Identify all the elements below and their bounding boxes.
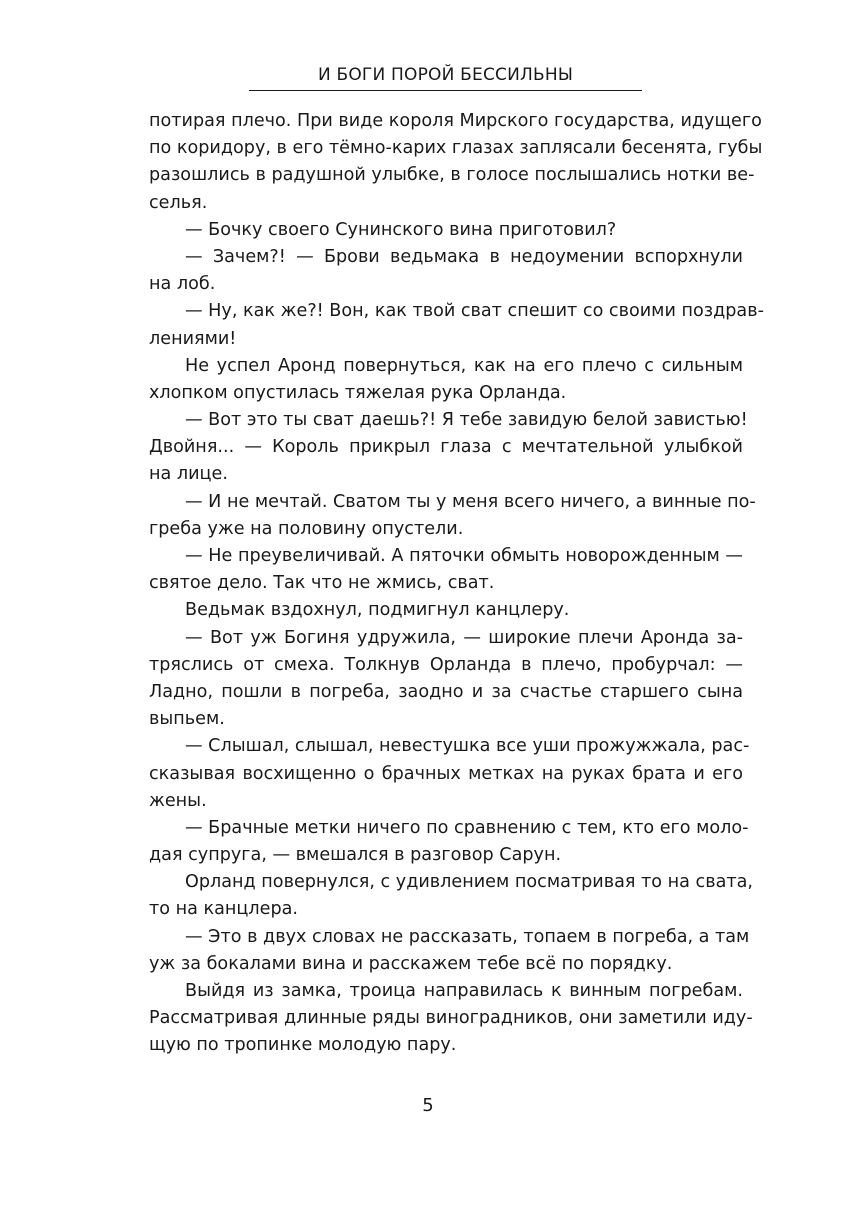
text-line: уж за бокалами вина и расскажем тебе всё по порядку. [149, 953, 673, 974]
text-line: щую по тропинке молодую пару. [149, 1035, 457, 1056]
text-line: Рассматривая длинные ряды виноградников, они заметили иду- [149, 1008, 753, 1029]
page-number: 5 [422, 1095, 434, 1116]
text-line: Выйдя из замка, троица направилась к винным погребам. [185, 981, 743, 1001]
text-line: Ладно, пошли в погреба, заодно и за счастье старшего сына [149, 681, 743, 702]
text-line: Двойня... — Король прикрыл глаза с мечтательной улыбкой [149, 437, 743, 458]
text-line: жены. [149, 790, 207, 811]
header-rule [249, 90, 642, 91]
text-line: Орланд повернулся, с удивлением посматривая то на свата, [185, 872, 753, 893]
text-line: — Вот это ты сват даешь?! Я тебе завидую белой завистью! [185, 410, 748, 431]
text-line: — Не преувеличивай. А пяточки обмыть новорожденным — [185, 546, 743, 566]
text-line: святое дело. Так что не жмись, сват. [149, 573, 495, 594]
text-line: потирая плечо. При виде короля Мирского государства, идущего [149, 111, 762, 131]
text-line: — Бочку своего Сунинского вина приготовил? [185, 219, 617, 240]
text-line: — Вот уж Богиня удружила, — широкие плечи Аронда за- [185, 627, 743, 648]
text-line: — Слышал, слышал, невестушка все уши прожужжала, рас- [185, 736, 750, 757]
text-line: селья. [149, 192, 208, 213]
text-line: лениями! [149, 328, 237, 349]
text-line: — И не мечтай. Сватом ты у меня всего ничего, а винные по- [185, 491, 756, 512]
text-line: — Брачные метки ничего по сравнению с тем, кто его моло- [185, 817, 749, 838]
text-line: сказывая восхищенно о брачных метках на руках брата и его [149, 763, 743, 784]
text-line: — Зачем?! — Брови ведьмака в недоумении вспорхнули [185, 246, 743, 267]
page-body-text [149, 108, 764, 1060]
running-header-title: И БОГИ ПОРОЙ БЕССИЛЬНЫ [317, 65, 574, 85]
text-line: хлопком опустилась тяжелая рука Орланда. [149, 382, 567, 403]
text-line: Не успел Аронд повернуться, как на его плечо с сильным [185, 355, 743, 376]
text-line: на лоб. [149, 274, 216, 295]
text-line: — Ну, как же?! Вон, как твой сват спешит со своими поздрав- [185, 301, 764, 322]
text-line: — Это в двух словах не рассказать, топаем в погреба, а там [185, 926, 750, 947]
text-line: на лице. [149, 464, 228, 485]
text-line: то на канцлера. [149, 899, 298, 920]
text-line: разошлись в радушной улыбке, в голосе послышались нотки ве- [149, 165, 755, 186]
text-line: по коридору, в его тёмно-карих глазах заплясали бесенята, губы [149, 138, 763, 159]
text-line: выпьем. [149, 709, 225, 730]
text-line: Ведьмак вздохнул, подмигнул канцлеру. [185, 600, 570, 621]
text-line: тряслись от смеха. Толкнув Орланда в плечо, пробурчал: — [149, 654, 743, 675]
text-line: греба уже на половину опустели. [149, 518, 464, 539]
text-line: дая супруга, — вмешался в разговор Сарун. [149, 845, 562, 866]
